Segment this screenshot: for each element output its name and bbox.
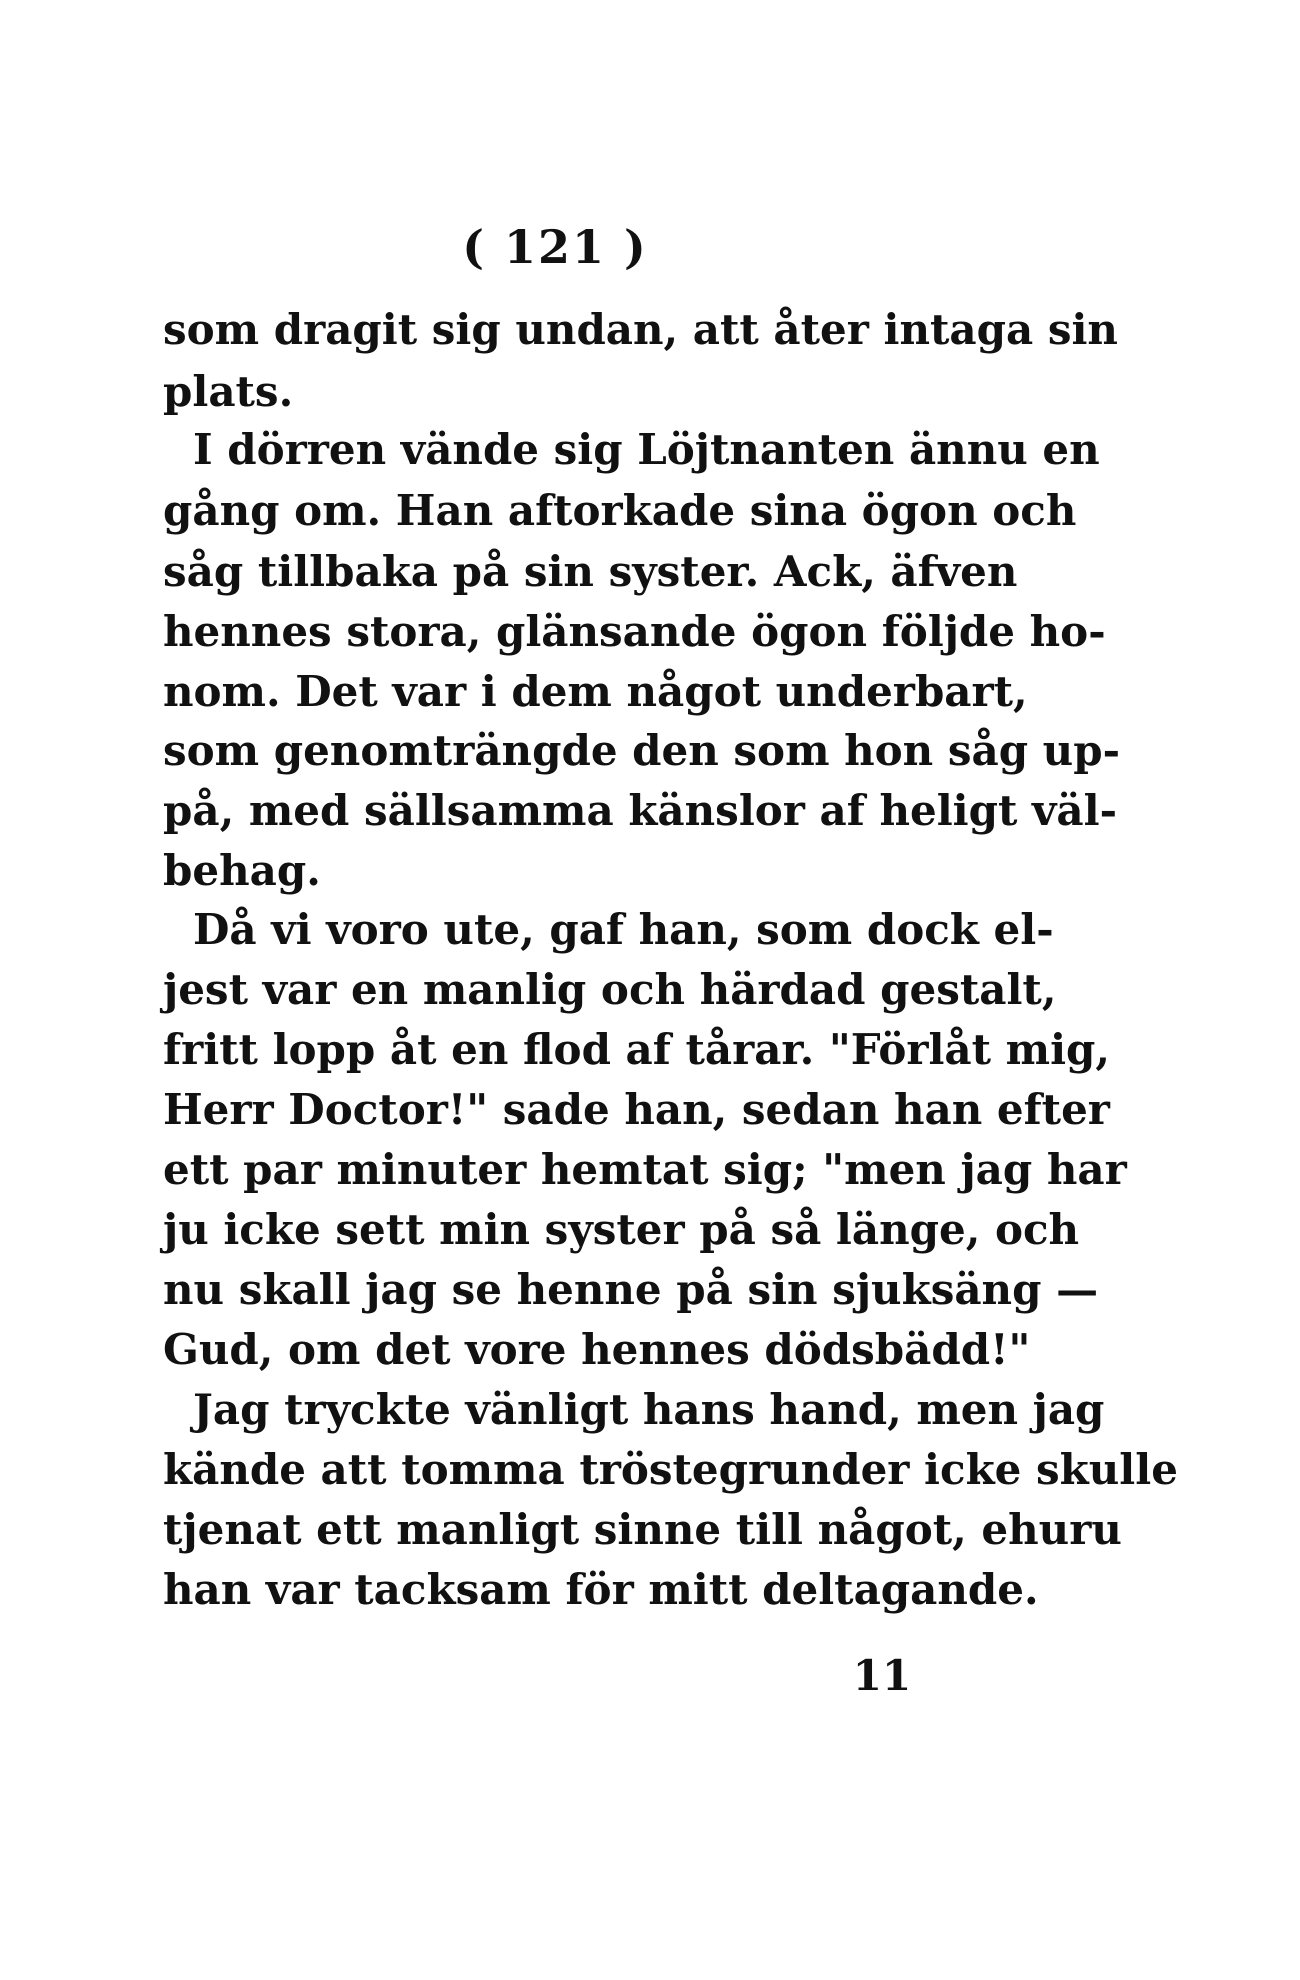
text-line: som genomträngde den som hon såg up- xyxy=(163,726,1121,775)
text-line: Herr Doctor!" sade han, sedan han efter xyxy=(163,1085,1110,1134)
text-line: som dragit sig undan, att åter intaga sin xyxy=(163,305,1118,354)
signature-mark: 11 xyxy=(852,1651,912,1700)
text-line: ju icke sett min syster på så länge, och xyxy=(163,1205,1080,1254)
text-line: ett par minuter hemtat sig; "men jag har xyxy=(163,1145,1127,1194)
text-line: på, med sällsamma känslor af heligt väl- xyxy=(163,786,1118,835)
page-number: ( 121 ) xyxy=(462,220,648,274)
paragraph-start-line: Jag tryckte vänligt hans hand, men jag xyxy=(193,1385,1105,1434)
text-line: han var tacksam för mitt deltagande. xyxy=(163,1565,1039,1614)
text-line: såg tillbaka på sin syster. Ack, äfven xyxy=(163,547,1018,596)
text-line: nu skall jag se henne på sin sjuksäng — xyxy=(163,1265,1099,1314)
text-line: Gud, om det vore hennes dödsbädd!" xyxy=(163,1325,1031,1374)
text-line: tjenat ett manligt sinne till något, ehuru xyxy=(163,1505,1122,1554)
page-header xyxy=(0,212,1300,282)
text-line: jest var en manlig och härdad gestalt, xyxy=(163,965,1057,1014)
text-line: fritt lopp åt en flod af tårar. "Förlåt mig, xyxy=(163,1025,1111,1074)
text-line: hennes stora, glänsande ögon följde ho- xyxy=(163,607,1106,656)
text-line: gång om. Han aftorkade sina ögon och xyxy=(163,486,1077,535)
paragraph-start-line: I dörren vände sig Löjtnanten ännu en xyxy=(193,425,1100,474)
text-line: kände att tomma tröstegrunder icke skulle xyxy=(163,1445,1178,1494)
text-line: plats. xyxy=(163,367,294,416)
text-line: behag. xyxy=(163,846,321,895)
paragraph-start-line: Då vi voro ute, gaf han, som dock el- xyxy=(193,905,1054,954)
text-line: nom. Det var i dem något underbart, xyxy=(163,667,1028,716)
